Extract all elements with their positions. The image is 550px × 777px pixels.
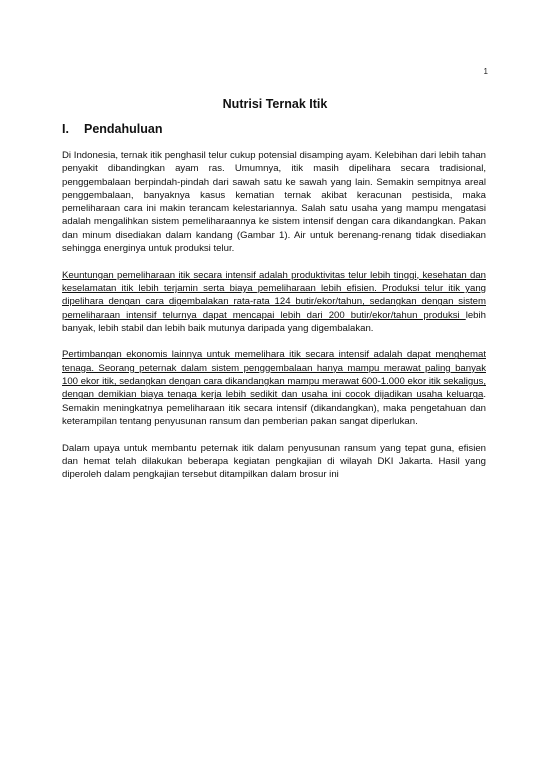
section-title: Pendahuluan — [84, 122, 163, 136]
section-heading — [62, 122, 162, 136]
paragraph-intro: Di Indonesia, ternak itik penghasil telur cukup potensial disamping ayam. Kelebihan dari lebih tahan penyakit dibandingkan ayam ras. Umumnya, itik masih dipelihara secara tradisional, penggembalaan berpindah-pindah dari sawah satu ke sawah yang lain. Semakin sempitnya areal penggembalaan, banyaknya kasus kematian ternak akibat keracunan pestisida, maka pemeliharaan cara ini makin terancam kelestariannya. Salah satu usaha yang mampu mengatasi adalah mengalihkan sistem pemeliharaannya ke sistem intensif dengan cara dikandangkan. Pakan dan minum disediakan dalam kandang (Gambar 1). Air untuk berenang-renang tidak disediakan sehingga energinya untuk produksi telur. — [62, 150, 486, 255]
paragraph-purpose: Dalam upaya untuk membantu peternak itik dalam penyusunan ransum yang tepat guna, efisien dan hemat telah dilakukan beberapa kegiatan pengkajian di wilayah DKI Jakarta. Hasil yang diperoleh dalam pengkajian tersebut ditampilkan dalam brosur ini — [62, 442, 486, 481]
document-title: Nutrisi Ternak Itik — [222, 97, 328, 111]
page-number: 1 — [483, 67, 488, 76]
paragraph-benefits-rest: lebih banyak, lebih stabil dan lebih baik mutunya daripada yang digembalakan. — [62, 309, 486, 334]
body-text — [62, 149, 486, 495]
paragraph-economics-rest: . Semakin meningkatnya pemeliharaan itik secara intensif (dikandangkan), maka pengetahuan dan keterampilan tentang penyusunan ransum dan pemberian pakan sangat diperlukan. — [62, 389, 486, 427]
paragraph-economics — [62, 348, 486, 428]
paragraph-benefits — [62, 269, 486, 335]
paragraph-benefits-underlined: Keuntungan pemeliharaan itik secara intensif adalah produktivitas telur lebih tinggi, kesehatan dan keselamatan itik lebih terjamin serta biaya pemeliharaan lebih efisien. Produksi telur itik yang dipelihara dengan cara digembalakan rata-rata 124 butir/ekor/tahun, sedangkan dengan sistem pemeliharaan intensif telurnya dapat mencapai lebih dari 200 butir/ekor/tahun produksi — [62, 269, 486, 321]
paragraph-economics-underlined: Pertimbangan ekonomis lainnya untuk memelihara itik secara intensif adalah dapat menghemat tenaga. Seorang peternak dalam sistem penggembalaan hanya mampu merawat paling banyak 100 ekor itik, sedangkan dengan cara dikandangkan mampu merawat 600-1.000 ekor itik sekaligus, dengan demikian biaya tenaga kerja lebih sedikit dan usaha ini cocok dijadikan usaha keluarga — [62, 349, 486, 401]
section-number: I. — [62, 122, 69, 136]
